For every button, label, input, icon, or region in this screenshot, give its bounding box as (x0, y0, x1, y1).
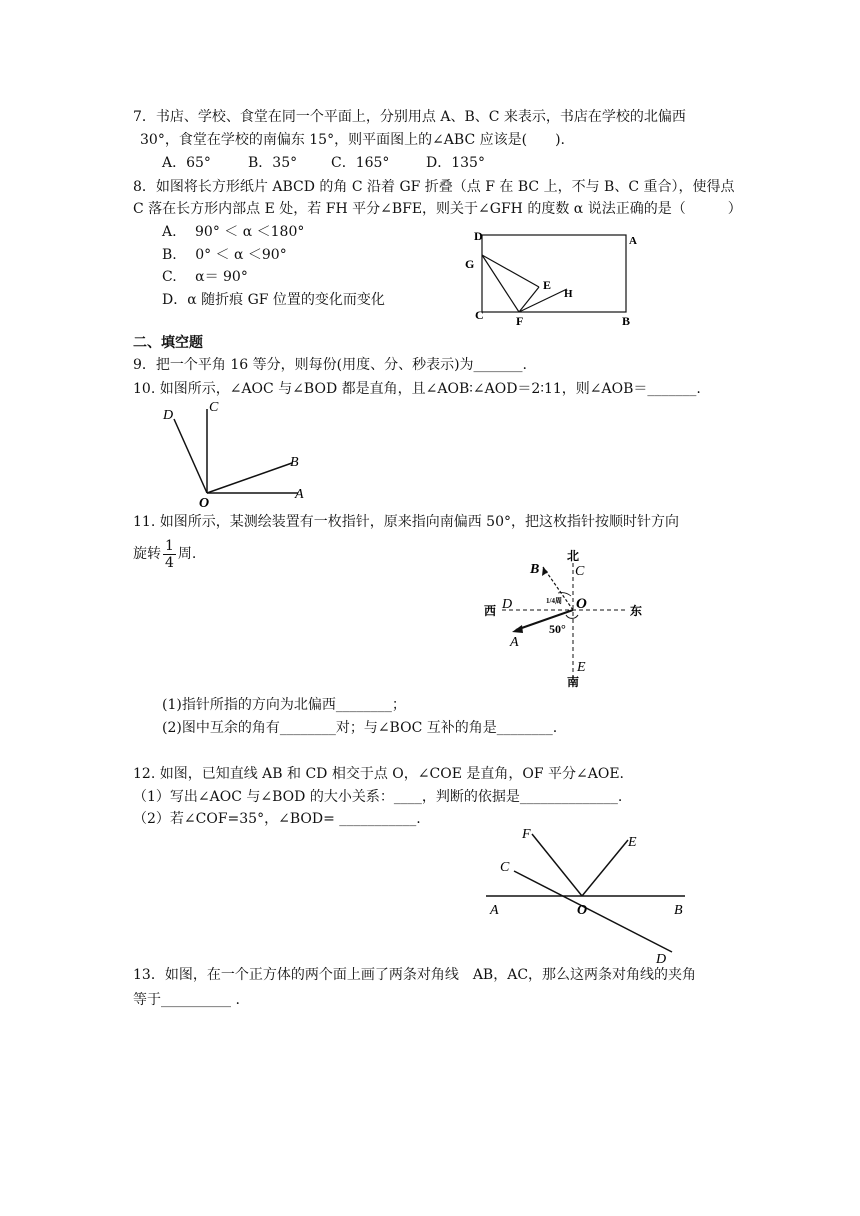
label-a: A (295, 487, 304, 502)
label-a: A (510, 635, 519, 650)
fraction-numerator: 1 (165, 537, 174, 554)
label-e: E (543, 278, 552, 292)
label-f: F (522, 827, 531, 842)
label-d: D (656, 952, 667, 966)
label-e: E (577, 660, 586, 675)
ray-of (532, 834, 582, 896)
segment-fe (519, 287, 539, 312)
fold-line-gf (482, 255, 519, 312)
quarter-fraction (163, 538, 176, 571)
q10-angle-figure (155, 395, 315, 513)
section-title: 二、填空题 (133, 335, 203, 351)
label-d: D (163, 408, 174, 423)
label-b: B (674, 903, 683, 918)
q12-lines-figure (480, 824, 690, 966)
q12-sub2: （2）若∠COF=35°，∠BOD= ___________. (133, 811, 421, 827)
label-a: A (490, 903, 499, 918)
q10-text: 10. 如图所示，∠AOC 与∠BOD 都是直角，且∠AOB∶∠AOD＝2∶11，则∠AOB＝_______. (133, 381, 701, 397)
q7-option-b: B．35° (248, 155, 298, 171)
arrow-a-head (512, 625, 523, 633)
q7-option-a: A．65° (162, 155, 211, 171)
q8-option-a: A. 90° ＜ α ＜180° (162, 224, 305, 240)
label-north: 北 (567, 549, 580, 563)
label-south: 南 (567, 675, 580, 689)
label-d: D (474, 229, 483, 243)
q11-line2 (133, 536, 196, 572)
ray-od (174, 419, 207, 493)
label-a: A (629, 235, 637, 247)
label-c: C (575, 564, 585, 579)
quarter-label: 1/4周 (546, 597, 562, 605)
q12-line1: 12. 如图，已知直线 AB 和 CD 相交于点 O，∠COE 是直角，OF 平分∠AOE. (133, 766, 624, 782)
q8-rectangle-figure (462, 225, 652, 330)
q8-line2: C 落在长方形内部点 E 处，若 FH 平分∠BFE，则关于∠GFH 的度数 α 说法正确的是（ ） (133, 201, 742, 217)
label-c: C (500, 860, 510, 875)
label-h: H (564, 288, 573, 300)
segment-ge (482, 255, 539, 287)
ray-ob (207, 463, 292, 493)
arrow-b-head (542, 567, 548, 576)
angle-50-label: 50° (549, 622, 566, 636)
q7-line2: 30°，食堂在学校的南偏东 15°，则平面图上的∠ABC 应该是( ). (140, 132, 566, 148)
label-e: E (628, 835, 637, 850)
q8-option-c: C. α＝ 90° (162, 269, 248, 285)
q9-text: 9．把一个平角 16 等分，则每份(用度、分、秒表示)为_______. (133, 357, 527, 373)
q11-line1: 11. 如图所示，某测绘装置有一枚指针，原来指向南偏西 50°，把这枚指针按顺时针方向 (133, 514, 679, 530)
q11-line2-suffix: 周. (177, 546, 197, 562)
q11-sub2: (2)图中互余的角有________对；与∠BOC 互补的角是________. (162, 720, 558, 736)
q7-option-c: C．165° (331, 155, 390, 171)
ray-oe (582, 840, 628, 896)
quarter-arc (558, 593, 571, 596)
label-west: 西 (484, 604, 497, 618)
q7-line1: 7．书店、学校、食堂在同一个平面上，分别用点 A、B、C 来表示，书店在学校的北偏西 (133, 109, 686, 125)
q8-option-b: B. 0° ＜ α ＜90° (162, 247, 287, 263)
label-b: B (622, 314, 631, 328)
q7-option-d: D．135° (426, 155, 485, 171)
label-o: O (199, 496, 210, 511)
q8-option-d: D．α 随折痕 GF 位置的变化而变化 (162, 292, 385, 308)
q11-line2-prefix: 旋转 (133, 546, 161, 562)
q13-line1: 13．如图，在一个正方体的两个面上画了两条对角线 AB，AC，那么这两条对角线的夹角 (133, 967, 697, 983)
label-o: O (576, 596, 587, 612)
label-b: B (290, 455, 299, 470)
label-d: D (502, 597, 513, 612)
q11-compass-figure (478, 545, 653, 690)
fraction-denominator: 4 (165, 554, 174, 571)
label-b: B (530, 562, 540, 577)
q13-line2: 等于__________ . (133, 992, 240, 1008)
q12-sub1: （1）写出∠AOC 与∠BOD 的大小关系：____，判断的依据是______________. (133, 789, 623, 805)
q8-line1: 8．如图将长方形纸片 ABCD 的角 C 沿着 GF 折叠（点 F 在 BC 上，不与 B、C 重合），使得点 (133, 179, 735, 195)
angle-arc (566, 615, 578, 618)
label-g: G (465, 257, 475, 271)
ray-fh (519, 289, 567, 312)
label-f: F (516, 314, 524, 328)
label-c: C (209, 400, 219, 415)
rectangle-abcd (482, 235, 626, 312)
label-east: 东 (630, 604, 643, 618)
label-o: O (577, 903, 588, 918)
q11-sub1: (1)指针所指的方向为北偏西________； (162, 697, 406, 713)
label-c: C (475, 308, 484, 322)
